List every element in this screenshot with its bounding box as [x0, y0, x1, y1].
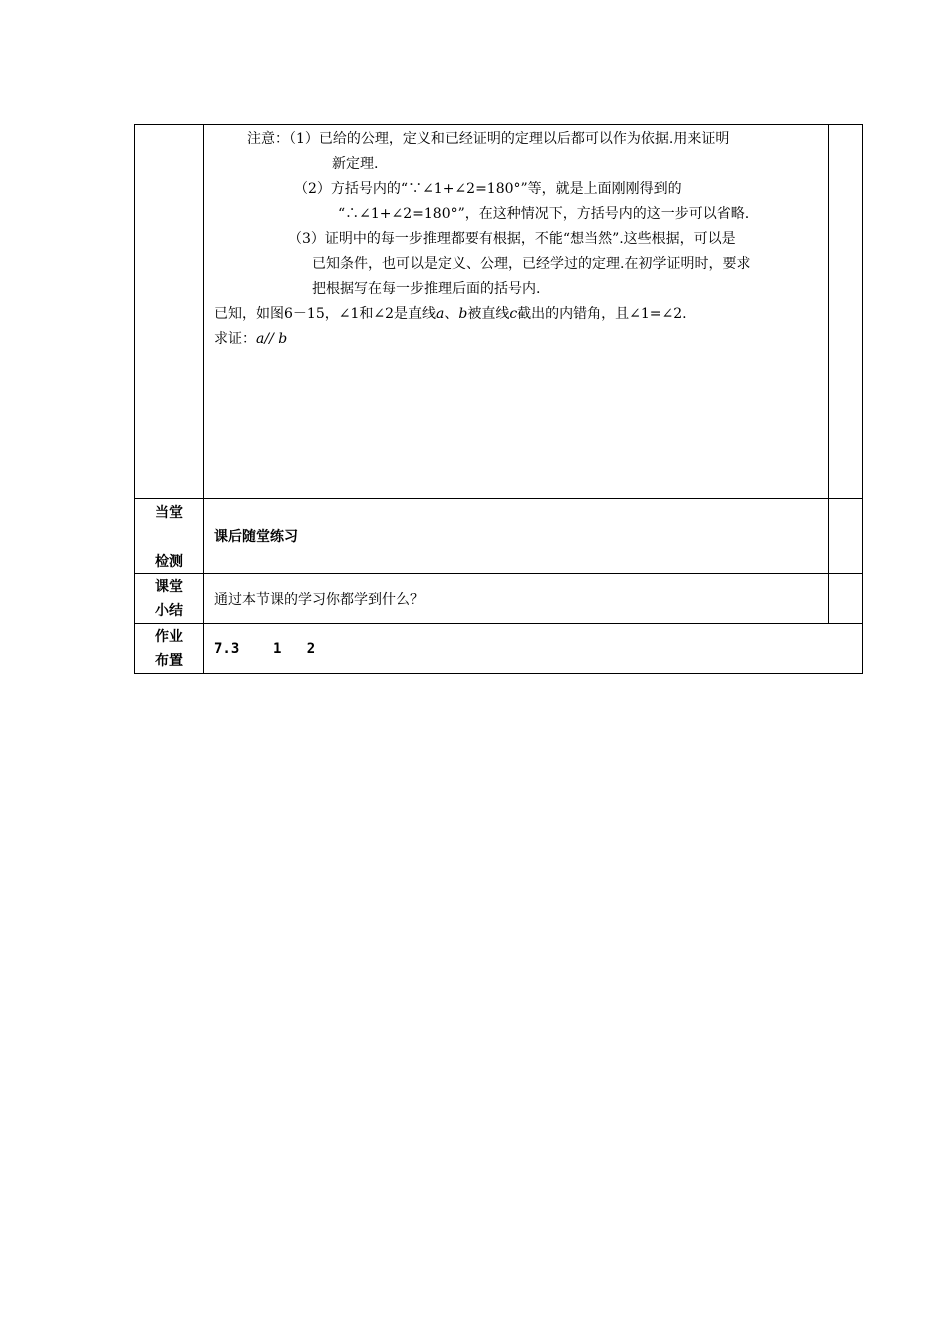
homework-row	[135, 624, 863, 674]
note-line-2: 新定理.	[332, 156, 379, 172]
given-line-b: b	[458, 306, 468, 322]
summary-row	[135, 574, 863, 624]
homework-content-cell	[204, 624, 863, 674]
note-line-1: 注意：（1）已给的公理，定义和已经证明的定理以后都可以作为依据.用来证明	[247, 131, 730, 147]
prove-expression: a// b	[256, 331, 288, 347]
given-prefix: 已知，如图6－15，∠1和∠2是直线	[214, 306, 436, 322]
given-line-c: c	[509, 306, 518, 322]
note-line-6: 已知条件，也可以是定义、公理，已经学过的定理.在初学证明时，要求	[312, 256, 751, 272]
note-line-3: （2）方括号内的“∵∠1+∠2=180°”等，就是上面刚刚得到的	[294, 181, 682, 197]
given-separator: 、	[444, 306, 459, 322]
homework-label-bottom: 布置	[155, 652, 183, 669]
given-line-a: a	[436, 306, 445, 322]
note-line-5: （3）证明中的每一步推理都要有根据，不能“想当然”.这些根据，可以是	[288, 231, 736, 247]
homework-label-cell	[135, 624, 204, 674]
check-label-bottom: 检测	[155, 554, 183, 570]
summary-label-bottom: 小结	[155, 602, 183, 619]
check-side-cell	[829, 499, 863, 574]
prove-statement	[214, 327, 820, 352]
summary-side-cell	[829, 574, 863, 624]
prove-prefix: 求证：	[214, 331, 256, 347]
notes-cell	[204, 125, 829, 499]
homework-label-top: 作业	[155, 628, 183, 645]
summary-content: 通过本节课的学习你都学到什么？	[204, 574, 829, 624]
given-middle: 被直线	[467, 306, 510, 322]
given-suffix: 截出的内错角，且∠1=∠2.	[517, 306, 687, 322]
summary-label-cell	[135, 574, 204, 624]
check-label-top: 当堂	[155, 505, 183, 521]
note-line-7: 把根据写在每一步推理后面的括号内.	[312, 281, 541, 297]
homework-content: 7.3 1 2	[214, 640, 316, 657]
check-label-cell	[135, 499, 204, 574]
note-line-4: “∴∠1+∠2=180°”，在这种情况下，方括号内的这一步可以省略.	[338, 206, 750, 222]
given-statement	[214, 302, 820, 327]
notes-row	[135, 125, 863, 499]
notes-label-cell	[135, 125, 204, 499]
lesson-plan-table	[134, 124, 863, 674]
summary-label-top: 课堂	[155, 578, 183, 595]
check-content: 课后随堂练习	[204, 499, 829, 574]
check-row	[135, 499, 863, 574]
notes-side-cell	[829, 125, 863, 499]
